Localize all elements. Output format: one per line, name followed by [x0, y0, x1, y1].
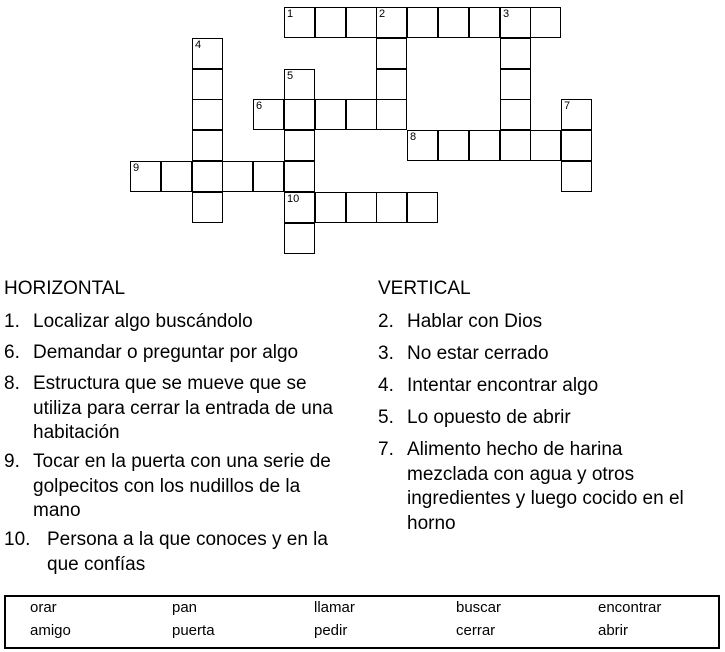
grid-cell[interactable]: [284, 223, 315, 254]
grid-cell[interactable]: [561, 130, 592, 161]
clue-number: 3.: [378, 343, 394, 364]
grid-cell[interactable]: [376, 38, 407, 69]
word-bank-item: llamar: [314, 599, 355, 616]
grid-cell[interactable]: [192, 192, 223, 223]
clue-vertical-2: [378, 310, 708, 335]
grid-cell[interactable]: [500, 7, 531, 38]
clue-horizontal-8: [4, 372, 349, 446]
clue-text: No estar cerrado: [407, 343, 549, 364]
clue-number: 7.: [378, 439, 394, 460]
clue-number: 4.: [378, 375, 394, 396]
clue-number: 9.: [4, 451, 20, 472]
grid-cell[interactable]: [284, 7, 315, 38]
cell-number: 8: [410, 131, 417, 143]
clue-number: 5.: [378, 407, 394, 428]
grid-cell[interactable]: [161, 161, 192, 192]
grid-cell[interactable]: [438, 130, 469, 161]
grid-cell[interactable]: [500, 69, 531, 100]
grid-cell[interactable]: [376, 192, 407, 223]
grid-cell[interactable]: [530, 130, 561, 161]
clue-vertical-5: [378, 406, 708, 431]
grid-cell[interactable]: [192, 38, 223, 69]
grid-cell[interactable]: [530, 7, 561, 38]
word-bank: [4, 595, 720, 649]
grid-cell[interactable]: [407, 130, 438, 161]
word-bank-item: encontrar: [598, 599, 662, 616]
grid-cell[interactable]: [284, 130, 315, 161]
grid-cell[interactable]: [407, 7, 438, 38]
clue-text: Demandar o preguntar por algo: [33, 342, 299, 363]
grid-cell[interactable]: [376, 69, 407, 100]
cell-number: 2: [379, 8, 386, 20]
grid-cell[interactable]: [376, 99, 407, 130]
clue-horizontal-6: [4, 341, 349, 366]
grid-cell[interactable]: [315, 7, 346, 38]
clue-text: Hablar con Dios: [407, 311, 543, 332]
cell-number: 10: [287, 193, 300, 205]
grid-cell[interactable]: [407, 192, 438, 223]
clue-horizontal-9: [4, 450, 349, 524]
cell-number: 1: [287, 8, 294, 20]
word-bank-item: buscar: [456, 599, 502, 616]
clue-number: 1.: [4, 311, 20, 332]
grid-cell[interactable]: [346, 99, 377, 130]
cell-number: 7: [564, 100, 571, 112]
grid-cell[interactable]: [438, 7, 469, 38]
clue-text: Localizar algo buscándolo: [33, 311, 253, 332]
clue-text: Persona a la que conoces y en la que confías: [47, 529, 328, 575]
grid-cell[interactable]: [192, 130, 223, 161]
clue-number: 10.: [4, 529, 31, 550]
clue-number: 8.: [4, 373, 20, 394]
grid-cell[interactable]: [192, 161, 223, 192]
clue-vertical-7: [378, 438, 708, 536]
grid-cell[interactable]: [222, 161, 253, 192]
grid-cell[interactable]: [192, 99, 223, 130]
grid-cell[interactable]: [253, 99, 284, 130]
grid-cell[interactable]: [315, 99, 346, 130]
clue-text: Tocar en la puerta con una serie de golpecitos con los nudillos de la mano: [33, 451, 331, 521]
word-bank-item: pan: [172, 599, 198, 616]
grid-cell[interactable]: [500, 38, 531, 69]
grid-cell[interactable]: [130, 161, 161, 192]
word-bank-item: cerrar: [456, 622, 496, 639]
clue-text: Estructura que se mueve que se utiliza para cerrar la entrada de una habitación: [33, 373, 333, 443]
grid-cell[interactable]: [561, 99, 592, 130]
grid-cell[interactable]: [284, 69, 315, 100]
word-bank-item: abrir: [598, 622, 629, 639]
grid-cell[interactable]: [284, 192, 315, 223]
vertical-title: VERTICAL: [378, 278, 471, 299]
cell-number: 9: [133, 162, 140, 174]
cell-number: 5: [287, 70, 294, 82]
grid-cell[interactable]: [284, 99, 315, 130]
cell-number: 6: [256, 100, 263, 112]
grid-cell[interactable]: [346, 192, 377, 223]
grid-cell[interactable]: [192, 69, 223, 100]
clue-vertical-4: [378, 374, 708, 399]
clue-horizontal-1: [4, 310, 349, 335]
grid-cell[interactable]: [500, 99, 531, 130]
grid-cell[interactable]: [500, 130, 531, 161]
clue-number: 6.: [4, 342, 20, 363]
word-bank-item: orar: [30, 599, 57, 616]
horizontal-title: HORIZONTAL: [4, 278, 126, 299]
grid-cell[interactable]: [315, 192, 346, 223]
grid-cell[interactable]: [469, 130, 500, 161]
clue-horizontal-10: [4, 528, 349, 577]
grid-cell[interactable]: [376, 7, 407, 38]
word-bank-item: amigo: [30, 622, 71, 639]
grid-cell[interactable]: [253, 161, 284, 192]
grid-cell[interactable]: [346, 7, 377, 38]
clue-text: Intentar encontrar algo: [407, 375, 599, 396]
cell-number: 4: [195, 39, 202, 51]
word-bank-item: pedir: [314, 622, 348, 639]
crossword-grid: [0, 0, 725, 260]
grid-cell[interactable]: [469, 7, 500, 38]
clue-text: Alimento hecho de harina mezclada con agua y otros ingredientes y luego cocido en el horno: [407, 439, 684, 534]
grid-cell[interactable]: [561, 161, 592, 192]
word-bank-item: puerta: [172, 622, 215, 639]
clue-number: 2.: [378, 311, 394, 332]
cell-number: 3: [503, 8, 510, 20]
clue-text: Lo opuesto de abrir: [407, 407, 571, 428]
clue-vertical-3: [378, 342, 708, 367]
grid-cell[interactable]: [284, 161, 315, 192]
